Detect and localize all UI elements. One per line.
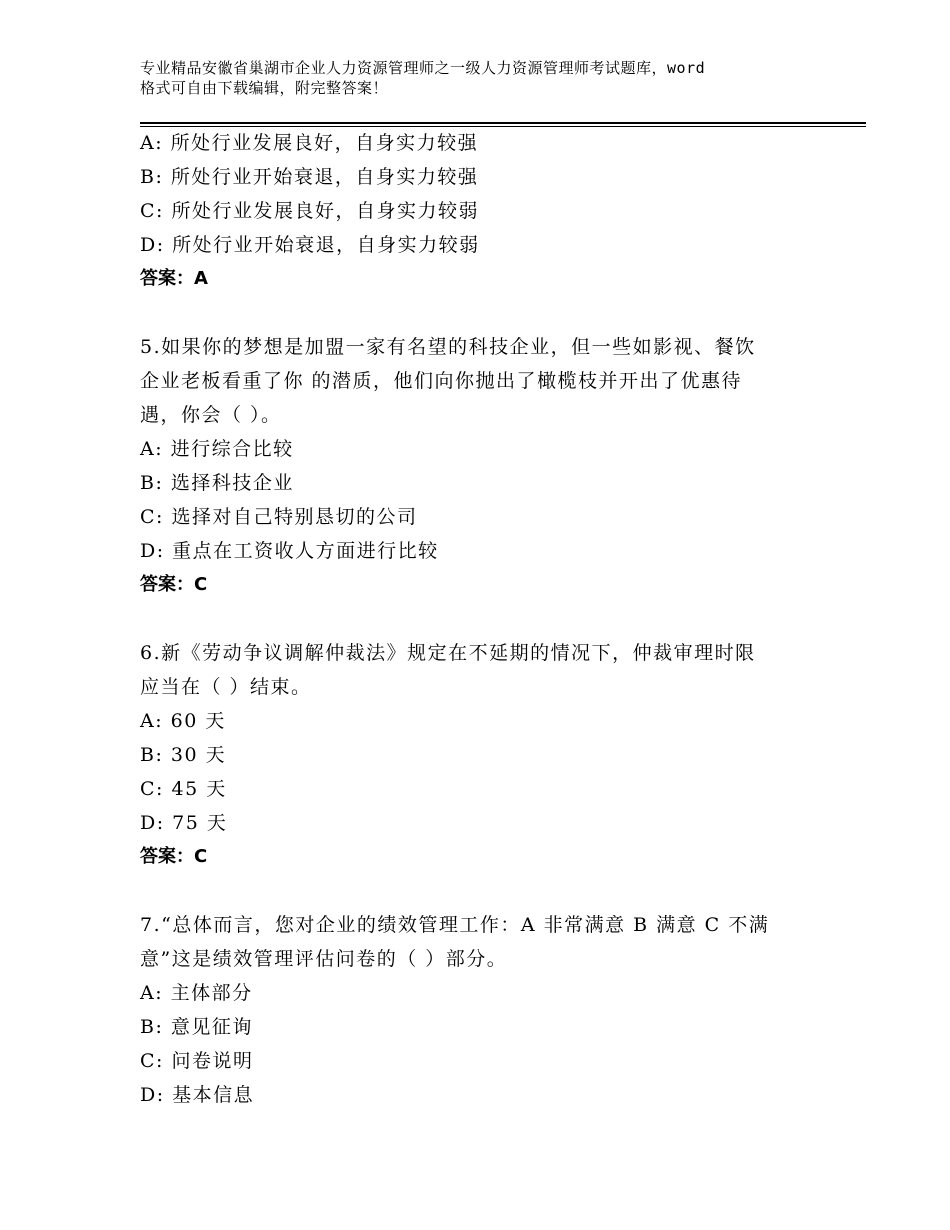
question-4 [140,126,830,296]
answer: 答案：C [140,574,208,595]
option-c: C: 问卷说明 [140,1050,254,1072]
question-stem-line: 7.“总体而言，您对企业的绩效管理工作：A 非常满意 B 满意 C 不满 [140,914,770,936]
option-d: D: 基本信息 [140,1084,255,1106]
spacer [140,874,830,908]
answer: 答案：A [140,268,208,289]
answer: 答案：C [140,846,208,867]
option-b: B: 所处行业开始衰退，自身实力较强 [140,166,479,188]
option-c: C: 选择对自己特别恳切的公司 [140,506,418,528]
option-c: C: 45 天 [140,778,227,800]
question-stem-line: 遇，你会（ ）。 [140,404,282,426]
header-line-2: 格式可自由下载编辑，附完整答案！ [140,79,389,97]
question-stem-line: 意”这是绩效管理评估问卷的（ ）部分。 [140,948,508,970]
question-6 [140,636,830,874]
question-5 [140,330,830,602]
question-stem-line: 5.如果你的梦想是加盟一家有名望的科技企业，但一些如影视、餐饮 [140,336,756,358]
spacer [140,296,830,330]
option-b: B: 30 天 [140,744,227,766]
option-a: A: 主体部分 [140,982,253,1004]
question-7 [140,908,830,1112]
document-header [140,58,830,98]
option-b: B: 意见征询 [140,1016,253,1038]
option-d: D: 所处行业开始衰退，自身实力较弱 [140,234,480,256]
spacer [140,602,830,636]
question-stem-line: 企业老板看重了你 的潜质，他们向你抛出了橄榄枝并开出了优惠待 [140,370,743,392]
option-d: D: 重点在工资收人方面进行比较 [140,540,439,562]
option-a: A: 所处行业发展良好，自身实力较强 [140,132,479,154]
question-content [140,126,830,1112]
header-rule-thick [140,122,866,124]
option-c: C: 所处行业发展良好，自身实力较弱 [140,200,479,222]
option-a: A: 60 天 [140,710,226,732]
option-b: B: 选择科技企业 [140,472,294,494]
question-stem-line: 应当在（ ）结束。 [140,676,312,698]
option-d: D: 75 天 [140,812,228,834]
option-a: A: 进行综合比较 [140,438,294,460]
question-stem-line: 6.新《劳动争议调解仲裁法》规定在不延期的情况下，仲裁审理时限 [140,642,756,664]
header-line-1: 专业精品安徽省巢湖市企业人力资源管理师之一级人力资源管理师考试题库，word [140,59,706,77]
